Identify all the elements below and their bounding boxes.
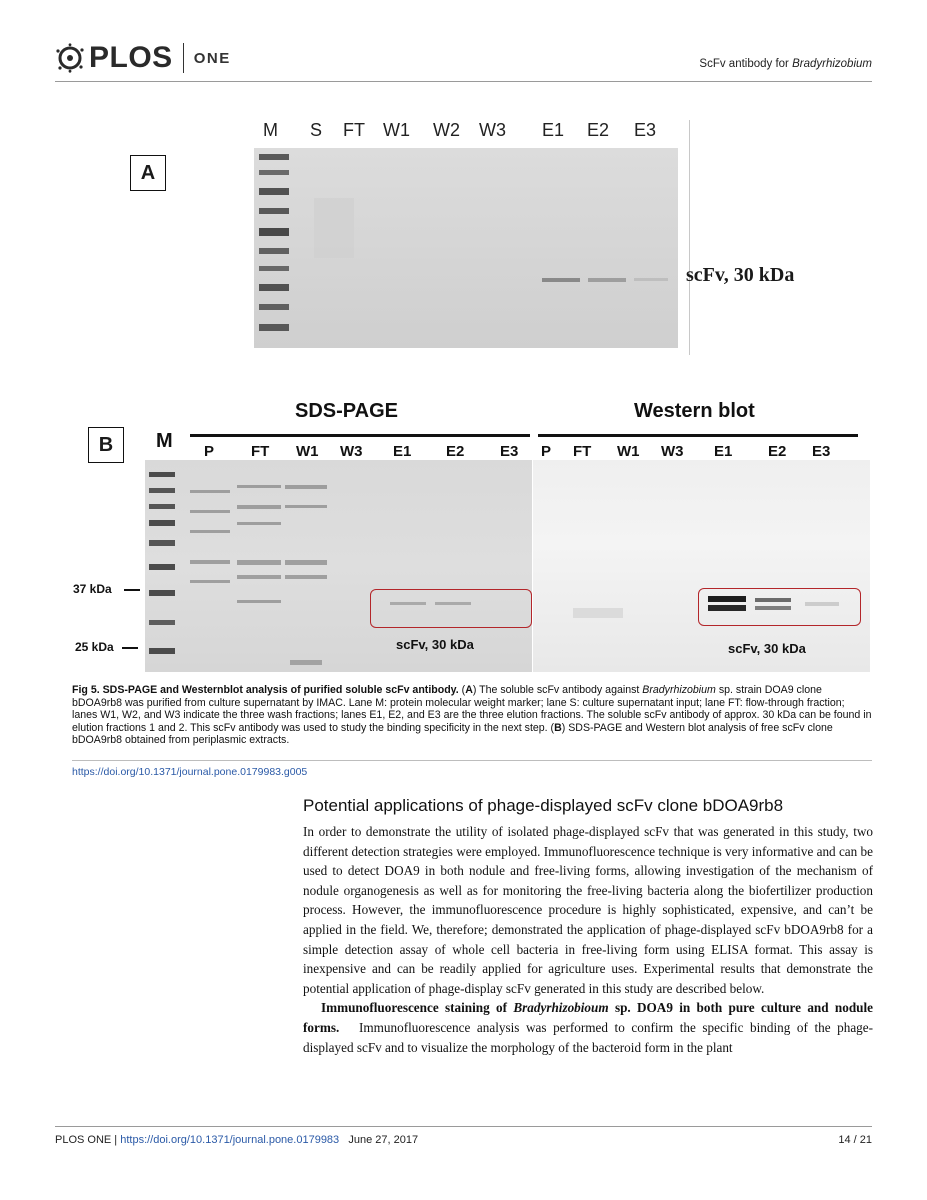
running-head: [699, 58, 872, 70]
footer-doi-link[interactable]: https://doi.org/10.1371/journal.pone.0179983: [120, 1134, 340, 1146]
body-text: [303, 822, 873, 1057]
body-paragraph: [303, 998, 873, 1057]
caption-figure-label: Fig 5. SDS-PAGE and Westernblot analysis of purified soluble scFv antibody.: [72, 684, 459, 696]
lane-label: W1: [296, 443, 319, 460]
lane-label: E1: [714, 443, 733, 460]
subheading-suffix: sp. DOA9 in both pure culture and nodule forms.: [303, 1000, 874, 1035]
lane-label: E1: [542, 120, 565, 140]
marker-37-kda-tick: [124, 589, 140, 591]
marker-lane-label: M: [156, 430, 173, 452]
marker-25-kda-label: 25 kDa: [75, 640, 114, 654]
lane-label: FT: [251, 443, 270, 460]
body-paragraph: In order to demonstrate the utility of isolated phage-displayed scFv that was generated in this study, two different detection strategies were employed. Immunofluorescence technique is very informative and can be used to detect DOA9 in both nodule and free-living forms, allowing investigation of the mechanism of nodule organogenesis as well as for monitoring the free-living bacteria along the biofertilizer production process. However, the immunofluorescence procedure is highly sophisticated, expensive, and can’t be applied in the field. We, therefore; demonstrated the application of phage-displayed scFv bDOA9rb8 for a simple detection assay of whole cell bacteria in free-living form using ELISA format. This assay is inexpensive and can be readily applied for agriculture uses. Experimental results that demonstrate the potential application of phage-display scFv generated in this study are described below.: [303, 824, 873, 996]
lane-label: FT: [343, 120, 365, 140]
western-blot-bands: [533, 460, 870, 672]
header-rule: [55, 81, 872, 82]
section-heading: Potential applications of phage-displayed scFv clone bDOA9rb8: [303, 796, 784, 815]
sds-page-title: SDS-PAGE: [295, 400, 398, 422]
logo-wordmark: PLOS: [89, 41, 173, 74]
footer: [55, 1134, 418, 1146]
caption-italic-species: Bradyrhizobium: [642, 684, 716, 696]
western-blot-band-label: scFv, 30 kDa: [728, 641, 806, 656]
caption-panel-a-ref: A: [465, 684, 473, 696]
caption-panel-b-ref: B: [554, 721, 562, 734]
lane-label: W3: [340, 443, 363, 460]
lane-label: FT: [573, 443, 592, 460]
footer-date: June 27, 2017: [348, 1134, 419, 1146]
lane-label: E3: [500, 443, 519, 460]
lane-label: E2: [587, 120, 610, 140]
subheading-italic: Bradyrhizobioum: [513, 1000, 609, 1016]
page-number: 14 / 21: [838, 1134, 872, 1146]
lane-label: M: [263, 120, 278, 140]
caption-text-3: ) SDS-PAGE and Western blot analysis of free scFv clone bDOA9rb8 obtained from periplasmic extracts.: [72, 721, 833, 747]
figure-doi-link[interactable]: https://doi.org/10.1371/journal.pone.0179983.g005: [72, 766, 308, 778]
plos-logo-icon: [55, 43, 85, 73]
sds-page-highlight-box: [370, 589, 532, 628]
marker-37-kda-label: 37 kDa: [73, 582, 112, 596]
sds-page-rule: [190, 434, 530, 437]
lane-label: P: [204, 443, 215, 460]
western-blot-rule: [538, 434, 858, 437]
lane-label: W3: [479, 120, 506, 140]
subheading-prefix: Immunofluorescence staining of: [321, 1000, 514, 1016]
footer-journal: PLOS ONE |: [55, 1134, 121, 1146]
panel-a-gel-image: [254, 148, 678, 348]
running-head-italic: Bradyrhizobium: [792, 58, 872, 70]
caption-rule: [72, 760, 872, 761]
lane-label: W2: [433, 120, 460, 140]
western-blot-title: Western blot: [634, 400, 755, 422]
footer-rule: [55, 1126, 872, 1127]
marker-25-kda-tick: [122, 647, 138, 649]
caption-text-2: sp. strain DOA9 clone bDOA9rb8 was purified from culture supernatant by IMAC. Lane M: protein molecular weight marker; lane S: culture supernatant input; lane FT: flow-through fraction; lanes W1, W2, and W3 indicate the three wash fractions; lanes E1, E2, and E3 are the three elution fractions. The soluble scFv antibody of approx. 30 kDa can be found in elution fractions 1 and 2. This scFv antibody was used to study the binding specificity in the next step. (: [72, 684, 872, 734]
lane-label: W1: [617, 443, 640, 460]
sds-page-band-label: scFv, 30 kDa: [396, 637, 474, 652]
lane-label: W1: [383, 120, 410, 140]
panel-a-lane-labels: [255, 120, 685, 142]
lane-label: S: [310, 120, 323, 140]
plos-one-logo: [55, 40, 231, 76]
lane-label: W3: [661, 443, 684, 460]
panel-a-band-label: scFv, 30 kDa: [686, 264, 795, 286]
western-blot-highlight-box: [698, 588, 861, 626]
caption-text-1: The soluble scFv antibody against: [476, 684, 643, 696]
running-head-text: ScFv antibody for: [699, 58, 793, 70]
panel-a-gel-bands: [254, 148, 678, 348]
panel-a-label: A: [130, 155, 166, 191]
western-blot-image: [533, 460, 870, 672]
lane-label: E2: [446, 443, 465, 460]
lane-label: P: [541, 443, 552, 460]
figure-caption: Fig 5. SDS-PAGE and Westernblot analysis of purified soluble scFv antibody. (A) The soluble scFv antibody against Bradyrhizobium sp. strain DOA9 clone bDOA9rb8 was purified from culture supernatant by IMAC. Lane M: protein molecular weight marker; lane S: culture supernatant input; lane FT: flow-through fraction; lanes W1, W2, and W3 indicate the three wash fractions; lanes E1, E2, and E3 are the three elution fractions. The soluble scFv antibody of approx. 30 kDa can be found in elution fractions 1 and 2. This scFv antibody was used to study the binding specificity in the next step. (B) SDS-PAGE and Western blot analysis of free scFv clone bDOA9rb8 obtained from periplasmic extracts.: [72, 684, 872, 747]
panel-a-separator: [689, 120, 690, 355]
lane-label: E3: [634, 120, 657, 140]
lane-label: E3: [812, 443, 831, 460]
paragraph-text: Immunofluorescence analysis was performed to confirm the specific binding of the phage-displayed scFv and to visualize the morphology of the bacteroid form in the plant: [303, 1019, 874, 1055]
logo-suffix: ONE: [193, 49, 231, 67]
panel-b-label: B: [88, 427, 124, 463]
logo-divider: [183, 43, 184, 73]
lane-label: E2: [768, 443, 787, 460]
lane-label: E1: [393, 443, 412, 460]
